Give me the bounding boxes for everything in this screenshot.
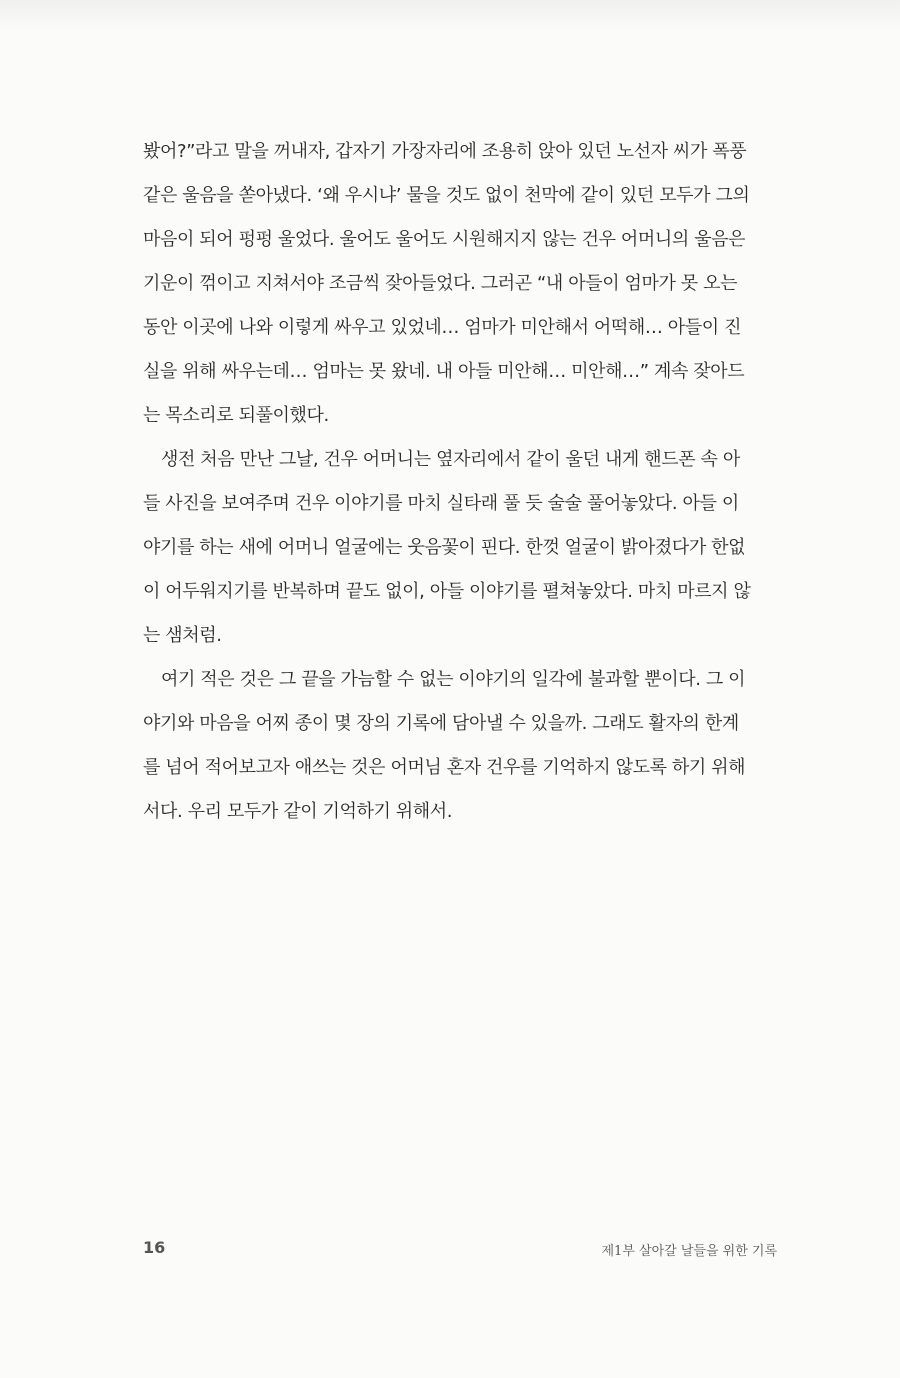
page-footer [143, 1238, 777, 1262]
text-line: 야기를 하는 새에 어머니 얼굴에는 웃음꽃이 핀다. 한껏 얼굴이 밝아졌다가 한없 [143, 537, 746, 558]
paragraph-start-line: 여기 적은 것은 그 끝을 가늠할 수 없는 이야기의 일각에 불과할 뿐이다. 그 이 [161, 669, 746, 690]
text-line: 는 목소리로 되풀이했다. [143, 405, 329, 426]
text-line: 는 샘처럼. [143, 625, 222, 646]
text-line: 실을 위해 싸우는데… 엄마는 못 왔네. 내 아들 미안해… 미안해…” 계속 잦아드 [143, 361, 745, 382]
running-head: 제1부 살아갈 날들을 위한 기록 [601, 1244, 777, 1259]
text-line: 같은 울음을 쏟아냈다. ‘왜 우시냐’ 물을 것도 없이 천막에 같이 있던 모두가 그의 [143, 185, 750, 206]
text-line: 야기와 마음을 어찌 종이 몇 장의 기록에 담아낼 수 있을까. 그래도 활자의 한계 [143, 713, 739, 734]
text-line: 를 넘어 적어보고자 애쓰는 것은 어머님 혼자 건우를 기억하지 않도록 하기 위해 [143, 757, 746, 778]
text-line: 동안 이곳에 나와 이렇게 싸우고 있었네… 엄마가 미안해서 어떡해… 아들이 진 [143, 317, 742, 338]
text-line: 마음이 되어 펑펑 울었다. 울어도 울어도 시원해지지 않는 건우 어머니의 울음은 [143, 229, 746, 250]
text-line: 서다. 우리 모두가 같이 기억하기 위해서. [143, 801, 453, 822]
text-line: 봤어?”라고 말을 꺼내자, 갑자기 가장자리에 조용히 앉아 있던 노선자 씨가 폭풍 [143, 141, 747, 162]
page-number: 16 [143, 1238, 166, 1257]
text-line: 이 어두워지기를 반복하며 끝도 없이, 아들 이야기를 펼쳐놓았다. 마치 마르지 않 [143, 581, 751, 602]
paragraph-start-line: 생전 처음 만난 그날, 건우 어머니는 옆자리에서 같이 울던 내게 핸드폰 속 아 [161, 449, 740, 470]
body-text [143, 130, 777, 834]
text-line: 들 사진을 보여주며 건우 이야기를 마치 실타래 풀 듯 술술 풀어놓았다. 아들 이 [143, 493, 739, 514]
scan-edge-shadow [0, 0, 900, 30]
text-line: 기운이 꺾이고 지쳐서야 조금씩 잦아들었다. 그러곤 “내 아들이 엄마가 못 오는 [143, 273, 738, 294]
